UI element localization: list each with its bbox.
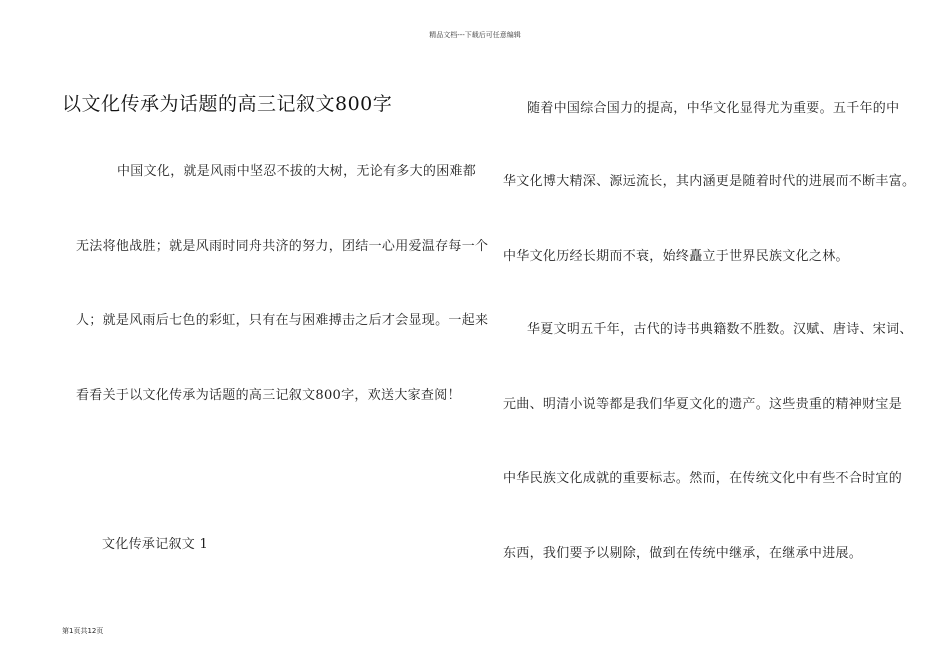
right-paragraph-line: 中华民族文化成就的重要标志。然而，在传统文化中有些不合时宜的 — [503, 471, 903, 486]
left-paragraph-line: 无法将他战胜；就是风雨时同舟共济的努力，团结一心用爱温存每一个 — [76, 239, 489, 254]
document-title: 以文化传承为话题的高三记叙文800字 — [62, 93, 393, 115]
right-paragraph-line: 元曲、明清小说等都是我们华夏文化的遗产。这些贵重的精神财宝是 — [503, 397, 903, 412]
header-note: 精品文档---下载后可任意编辑 — [429, 31, 521, 39]
right-paragraph-line: 东西，我们要予以剔除，做到在传统中继承，在继承中进展。 — [503, 546, 863, 561]
left-paragraph-line: 中国文化，就是风雨中坚忍不拔的大树，无论有多大的困难都 — [117, 164, 477, 179]
right-paragraph-line: 随着中国综合国力的提高，中华文化显得尤为重要。五千年的中 — [527, 101, 900, 116]
section-subheading: 文化传承记叙文 1 — [102, 537, 209, 552]
page-number: 第1页共12页 — [62, 627, 104, 635]
right-paragraph-line: 华文化博大精深、源远流长，其内涵更是随着时代的进展而不断丰富。 — [503, 174, 916, 189]
right-paragraph-line: 中华文化历经长期而不衰，始终矗立于世界民族文化之林。 — [503, 249, 849, 264]
left-paragraph-line: 人；就是风雨后七色的彩虹，只有在与困难搏击之后才会显现。一起来 — [76, 313, 489, 328]
left-paragraph-line: 看看关于以文化传承为话题的高三记叙文800字，欢送大家查阅！ — [76, 388, 461, 403]
right-paragraph-line: 华夏文明五千年，古代的诗书典籍数不胜数。汉赋、唐诗、宋词、 — [527, 322, 913, 337]
